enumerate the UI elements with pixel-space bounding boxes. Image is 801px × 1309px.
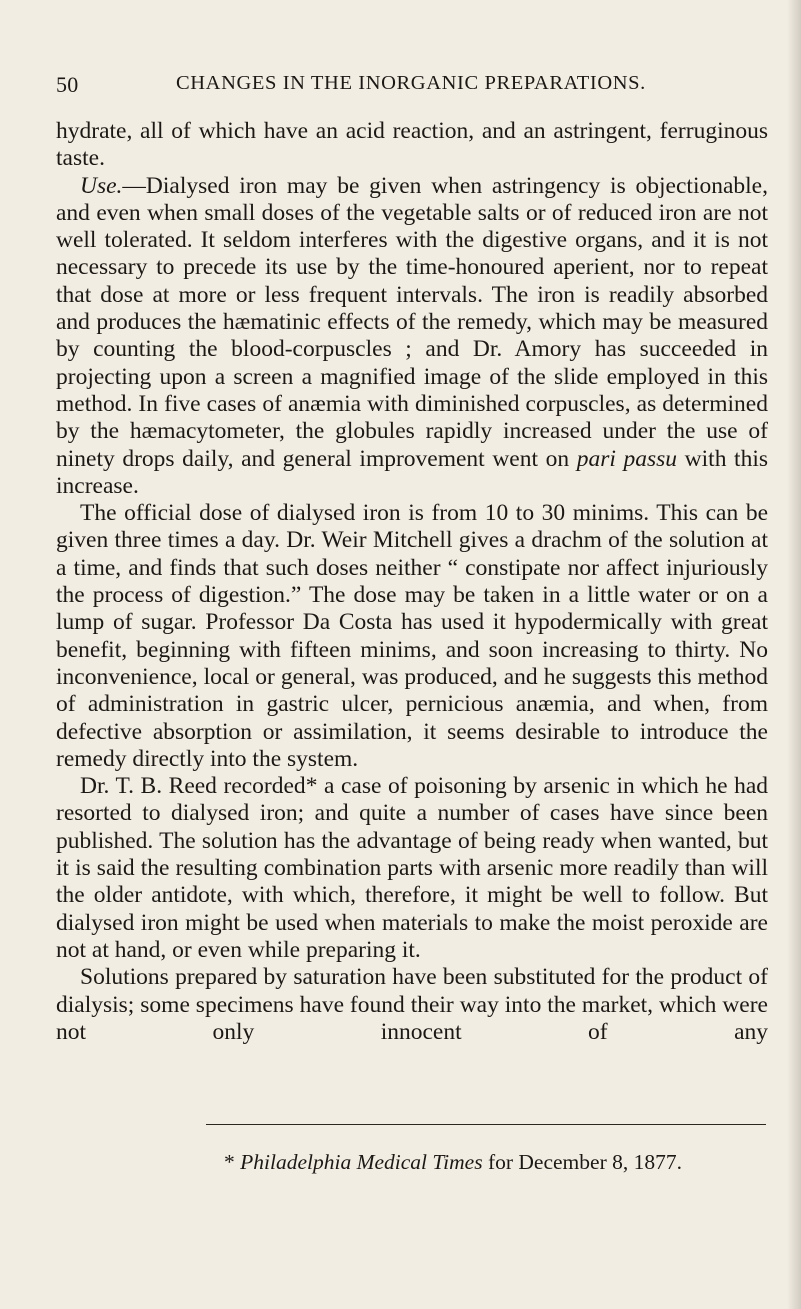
chapter-title: CHANGES IN THE INORGANIC PREPARATIONS. (176, 72, 646, 94)
paragraph-solutions: Solutions prepared by saturation have been substituted for the product of dialysis; some specimens have found their way into the market, which were not only innocent of any (56, 964, 768, 1045)
footnote-rule (206, 1124, 766, 1125)
footnote-date: for December 8, 1877. (487, 1150, 682, 1174)
footnote-reference: * (305, 773, 318, 800)
arsenic-text-start: Dr. T. B. Reed recorded (80, 773, 306, 800)
page-number: 50 (56, 72, 79, 97)
use-text-end: with this increase. (56, 445, 769, 499)
use-label: Use. (80, 172, 123, 199)
arsenic-text-rest: a case of poisoning by arsenic in which he had resorted to dialysed iron; and quite a number of cases have since been published. The solution has the advantage of being ready when wanted, but it is said the resulting combination parts with arsenic more readily than will the older antidote, with which, therefore, it might be well to follow. But dialysed iron might be used when materials to make the moist peroxide are not at hand, or even while preparing it. (56, 773, 768, 963)
footnote-source: Philadelphia Medical Times (240, 1150, 483, 1174)
footnote-mark: * (224, 1150, 235, 1174)
paragraph-continuation: hydrate, all of which have an acid reaction, and an astringent, ferruginous taste. (56, 118, 768, 172)
page-edge-shadow (787, 0, 801, 1309)
body-text (56, 118, 768, 1046)
pari-passu-phrase: pari passu (576, 445, 678, 472)
book-page (56, 72, 768, 1046)
footnote (224, 1150, 682, 1175)
running-head (56, 72, 768, 106)
paragraph-arsenic (56, 773, 768, 964)
paragraph-dose: The official dose of dialysed iron is from 10 to 30 minims. This can be given three times a day. Dr. Weir Mitchell gives a drachm of the solution at a time, and finds that such doses neither “ constipate nor affect injuriously the process of digestion.” The dose may be taken in a little water or on a lump of sugar. Professor Da Costa has used it hypodermically with great benefit, beginning with fifteen minims, and soon increasing to thirty. No inconvenience, local or general, was produced, and he suggests this method of administration in gastric ulcer, pernicious anæmia, and when, from defective absorption or assimilation, it seems desirable to introduce the remedy directly into the system. (56, 500, 768, 772)
paragraph-use (56, 173, 768, 501)
use-text: —Dialysed iron may be given when astringency is objectionable, and even when small doses of the vegetable salts or of reduced iron are not well tolerated. It seldom interferes with the digestive organs, and it is not necessary to precede its use by the time-honoured aperient, nor to repeat that dose at more or less frequent intervals. The iron is readily absorbed and produces the hæmatinic effects of the remedy, which may be measured by counting the blood-corpuscles ; and Dr. Amory has succeeded in projecting upon a screen a magnified image of the slide employed in this method. In five cases of anæmia with diminished corpuscles, as determined by the hæmacytometer, the globules rapidly increased under the use of ninety drops daily, and general improvement went on (56, 172, 768, 472)
